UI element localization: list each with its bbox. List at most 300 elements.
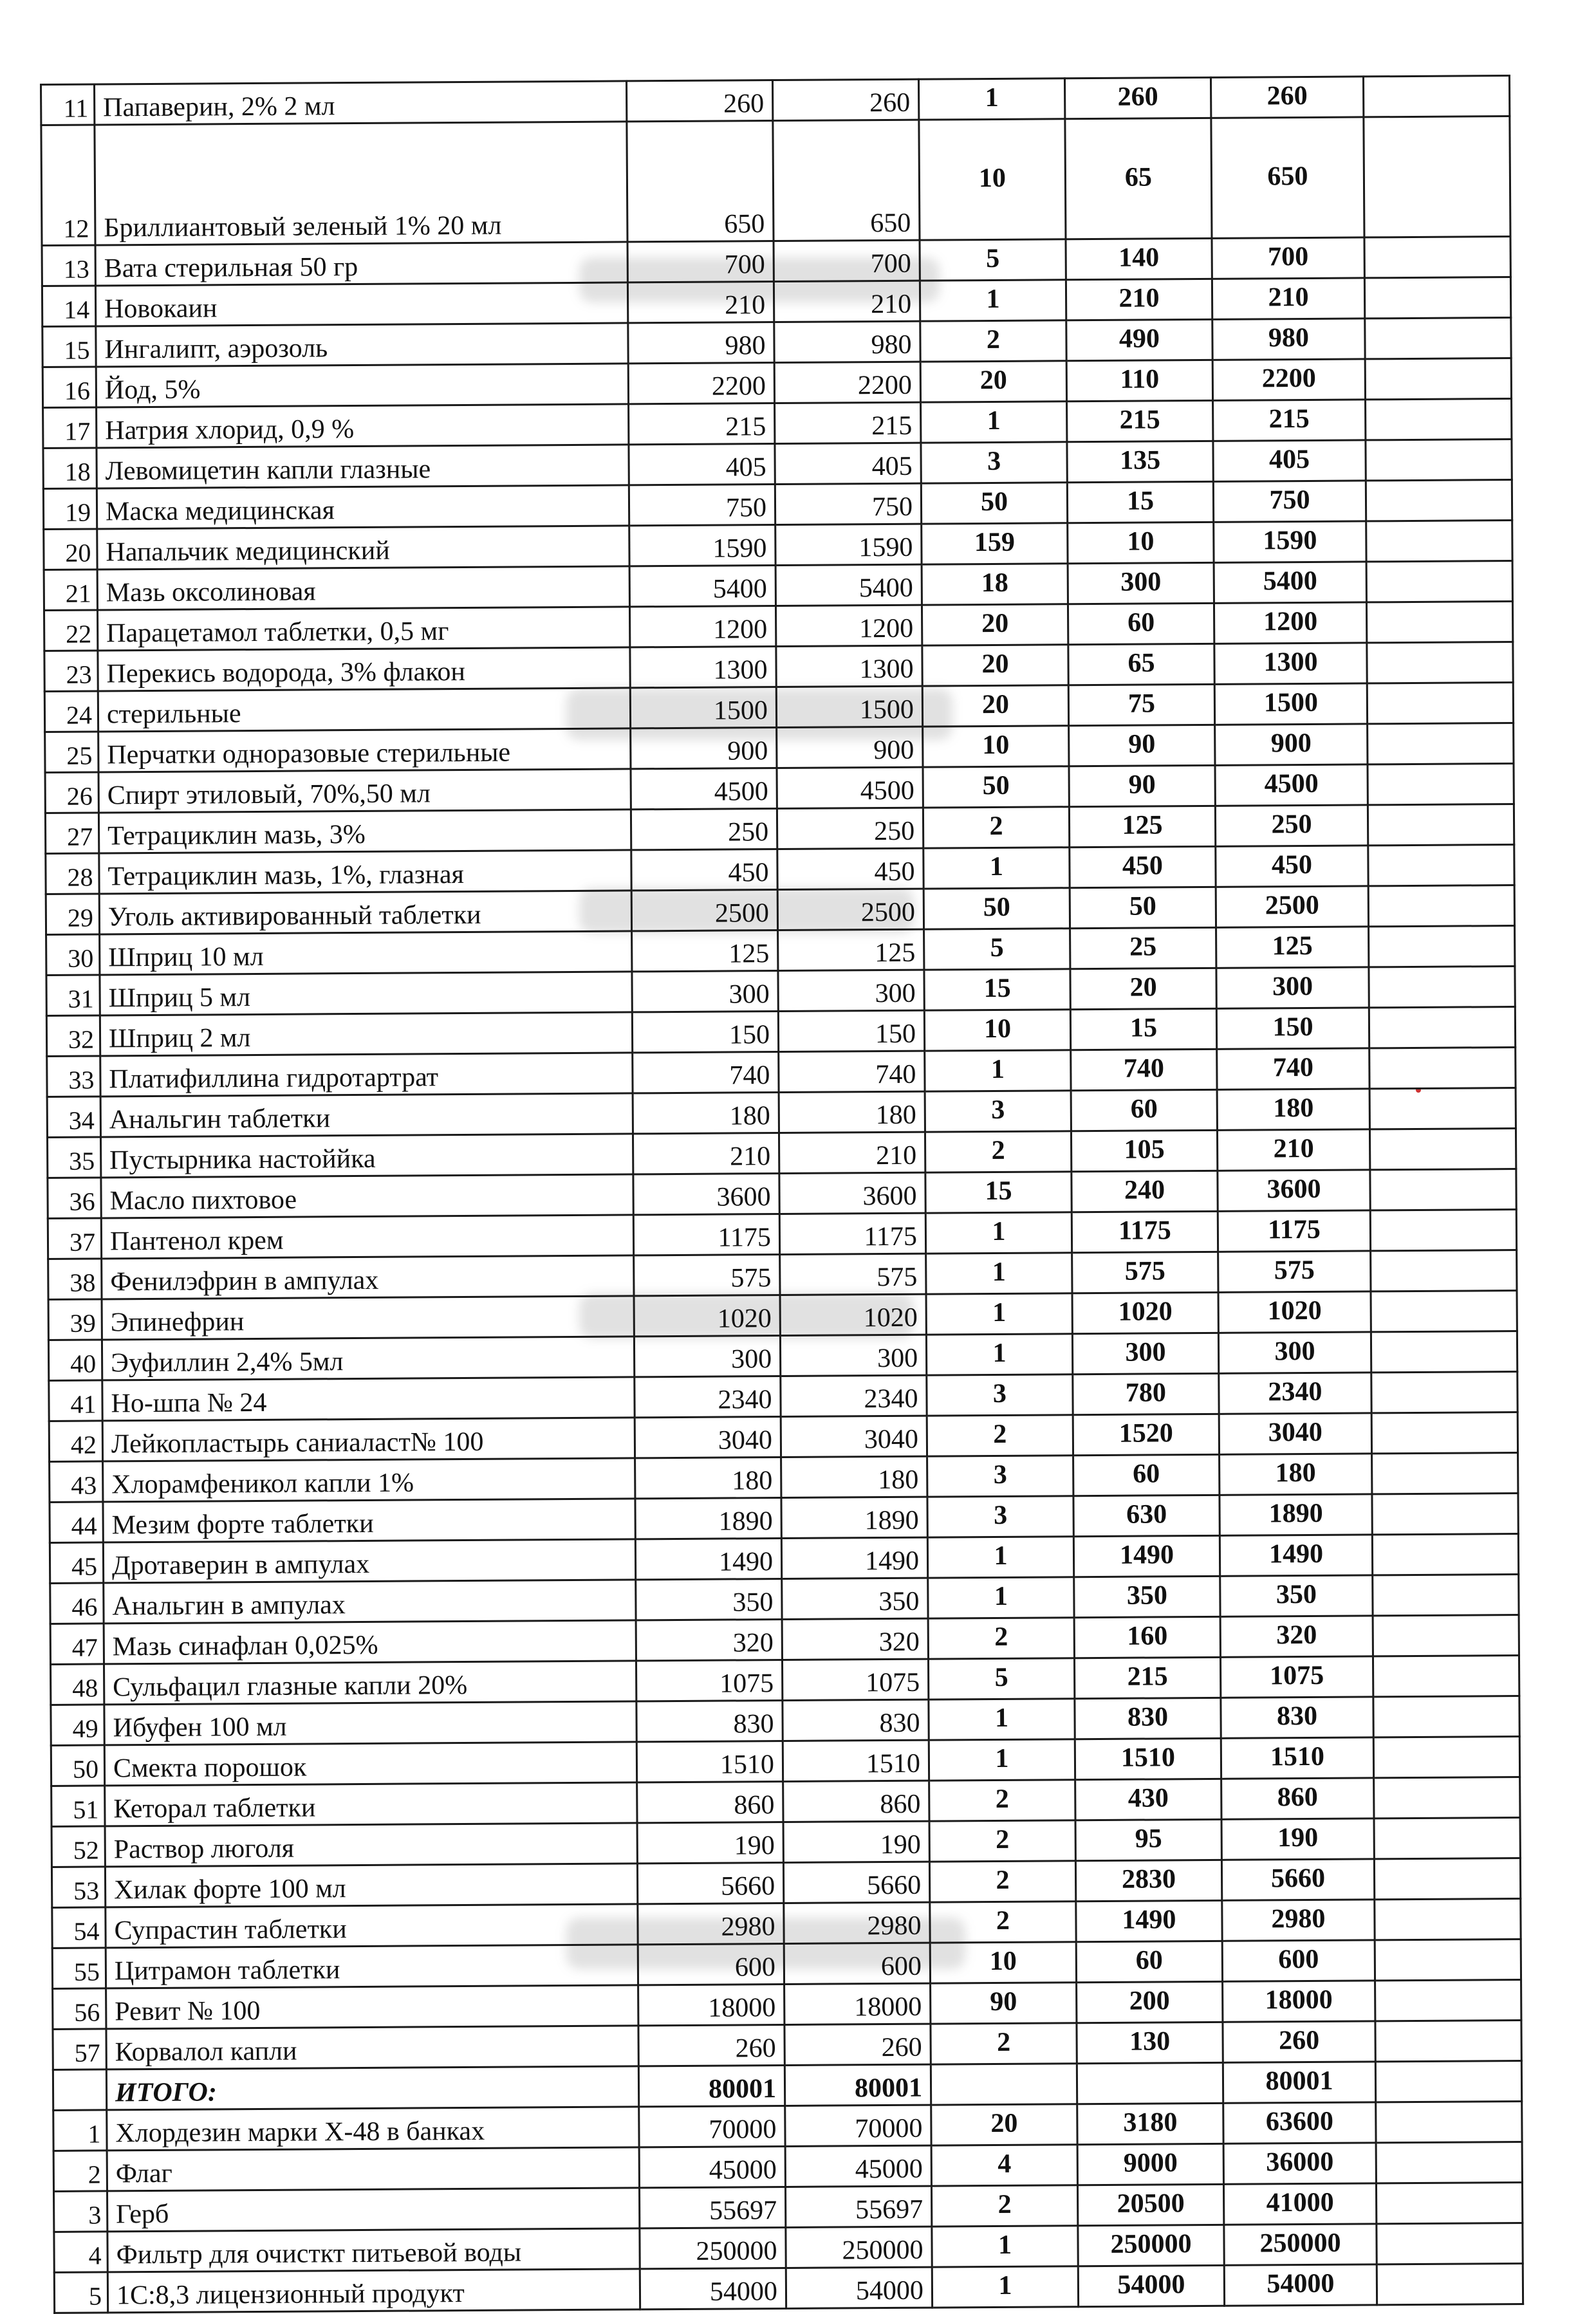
item-name: Эпинефрин — [102, 1296, 634, 1340]
price-cell: 125 — [632, 930, 778, 972]
item-name: Шприц 5 мл — [100, 972, 632, 1015]
cost-cell: 2340 — [781, 1375, 927, 1416]
empty-cell — [1365, 358, 1511, 400]
row-number: 41 — [49, 1380, 102, 1421]
row-number: 48 — [51, 1664, 104, 1705]
quantity-cell: 1 — [926, 1293, 1072, 1335]
item-name: Новокаин — [95, 282, 627, 326]
row-number: 26 — [45, 772, 98, 813]
row-number: 2 — [53, 2151, 107, 2192]
price-cell: 70000 — [639, 2106, 785, 2147]
sum-cell: 190 — [1221, 1819, 1374, 1860]
price-cell: 2500 — [631, 890, 777, 931]
unit-price-cell: 1175 — [1072, 1211, 1218, 1252]
cost-cell: 1175 — [779, 1213, 925, 1254]
cost-cell: 320 — [782, 1618, 928, 1660]
unit-price-cell: 65 — [1068, 643, 1214, 685]
row-number: 27 — [45, 813, 98, 854]
inventory-table — [40, 75, 1524, 2314]
row-number: 43 — [50, 1461, 103, 1503]
quantity-cell: 10 — [919, 119, 1066, 240]
unit-price-cell: 140 — [1066, 238, 1212, 279]
row-number: 52 — [51, 1826, 105, 1867]
price-cell: 80001 — [638, 2065, 784, 2106]
row-number: 21 — [44, 569, 97, 611]
sum-cell: 1590 — [1214, 521, 1366, 562]
empty-cell — [1373, 1656, 1519, 1697]
empty-cell — [1376, 2142, 1522, 2183]
empty-cell — [1363, 76, 1509, 117]
item-name: Смекта порошок — [104, 1742, 636, 1786]
price-cell: 1200 — [629, 606, 775, 647]
price-cell: 1510 — [636, 1741, 783, 1782]
item-name: 1С:8,3 лицензионный продукт — [107, 2269, 640, 2313]
row-number: 17 — [43, 407, 97, 449]
row-number: 15 — [42, 326, 96, 367]
price-cell: 650 — [627, 121, 774, 242]
item-name: Фенилэфрин в ампулах — [102, 1255, 634, 1299]
sum-cell: 740 — [1217, 1048, 1369, 1089]
cost-cell: 1500 — [776, 686, 922, 727]
unit-price-cell: 75 — [1068, 684, 1214, 725]
sum-cell: 350 — [1220, 1575, 1373, 1616]
cost-cell: 300 — [780, 1335, 926, 1376]
price-cell: 700 — [627, 241, 774, 282]
row-number: 57 — [53, 2029, 106, 2070]
sum-cell: 125 — [1216, 927, 1369, 968]
price-cell: 2340 — [635, 1376, 781, 1418]
row-number: 24 — [44, 691, 98, 732]
cost-cell: 450 — [777, 848, 923, 889]
price-cell: 250 — [631, 809, 777, 850]
unit-price-cell: 20500 — [1077, 2184, 1223, 2225]
unit-price-cell: 130 — [1077, 2022, 1223, 2063]
price-cell: 1890 — [635, 1498, 781, 1539]
unit-price-cell: 3180 — [1077, 2103, 1223, 2144]
cost-cell: 1490 — [781, 1537, 927, 1578]
empty-cell — [1364, 237, 1510, 278]
empty-cell — [1374, 1818, 1520, 1859]
unit-price-cell: 15 — [1070, 1008, 1216, 1050]
row-number: 42 — [49, 1421, 102, 1462]
quantity-cell: 10 — [930, 1942, 1076, 1983]
row-number: 53 — [51, 1867, 105, 1908]
cost-cell: 210 — [779, 1132, 925, 1173]
empty-cell — [1369, 967, 1515, 1008]
cost-cell: 125 — [778, 929, 924, 970]
empty-cell — [1371, 1372, 1517, 1413]
quantity-cell: 3 — [927, 1456, 1073, 1497]
quantity-cell: 50 — [921, 483, 1067, 524]
empty-cell — [1375, 1979, 1521, 2021]
cost-cell: 215 — [775, 402, 921, 443]
price-cell: 1590 — [629, 525, 775, 566]
sum-cell: 1490 — [1220, 1535, 1372, 1576]
item-name: Ревит № 100 — [106, 1985, 638, 2029]
quantity-cell: 1 — [926, 1334, 1072, 1375]
item-name: Перчатки одноразовые стерильные — [98, 728, 631, 772]
empty-cell — [1368, 845, 1514, 886]
price-cell: 5400 — [629, 566, 775, 607]
price-cell: 1175 — [633, 1214, 779, 1255]
sum-cell: 210 — [1212, 278, 1364, 319]
item-name: Маска медицинская — [97, 485, 629, 529]
cost-cell: 2980 — [784, 1902, 930, 1943]
price-cell: 405 — [629, 444, 775, 485]
quantity-cell: 159 — [922, 523, 1068, 564]
quantity-cell: 3 — [927, 1375, 1073, 1416]
row-number: 25 — [45, 732, 98, 773]
unit-price-cell: 490 — [1066, 319, 1212, 360]
item-name: Шприц 10 мл — [100, 931, 632, 975]
row-number: 11 — [41, 84, 95, 125]
cost-cell: 405 — [775, 443, 921, 484]
row-number: 18 — [43, 448, 97, 489]
row-number: 29 — [46, 894, 99, 935]
sum-cell: 900 — [1215, 724, 1368, 765]
row-number: 16 — [42, 367, 96, 408]
cost-cell: 3040 — [781, 1416, 927, 1457]
quantity-cell: 3 — [921, 442, 1067, 483]
price-cell: 55697 — [639, 2187, 785, 2228]
cost-cell: 180 — [781, 1456, 927, 1497]
unit-price-cell: 20 — [1070, 968, 1216, 1009]
sum-cell: 860 — [1221, 1778, 1374, 1819]
item-name: Эуфиллин 2,4% 5мл — [102, 1337, 634, 1380]
row-number: 36 — [48, 1178, 101, 1219]
unit-price-cell: 54000 — [1078, 2265, 1224, 2306]
cost-cell: 5400 — [775, 564, 922, 606]
cost-cell: 900 — [777, 727, 923, 768]
row-number: 47 — [50, 1624, 104, 1665]
cost-cell: 1590 — [775, 524, 922, 565]
row-number: 5 — [54, 2272, 107, 2313]
empty-cell — [1372, 1453, 1518, 1494]
item-name: Спирт этиловый, 70%,50 мл — [98, 769, 631, 813]
empty-cell — [1368, 764, 1514, 805]
cost-cell: 70000 — [785, 2105, 931, 2146]
unit-price-cell: 60 — [1068, 603, 1214, 644]
unit-price-cell: 60 — [1071, 1089, 1217, 1131]
price-cell: 3040 — [635, 1417, 781, 1458]
item-name: Анальгин в ампулах — [104, 1580, 636, 1624]
unit-price-cell: 60 — [1076, 1941, 1222, 1982]
sum-cell: 210 — [1217, 1129, 1369, 1171]
unit-price-cell: 65 — [1065, 118, 1212, 239]
item-name: Парацетамол таблетки, 0,5 мг — [97, 607, 629, 651]
item-name: Кеторал таблетки — [105, 1782, 637, 1826]
quantity-cell: 2 — [930, 1902, 1076, 1943]
unit-price-cell: 240 — [1072, 1171, 1218, 1212]
cost-cell: 4500 — [777, 767, 923, 808]
empty-cell — [1365, 318, 1511, 359]
cost-cell: 575 — [780, 1254, 926, 1295]
row-number: 20 — [44, 529, 97, 570]
unit-price-cell — [1077, 2062, 1223, 2104]
unit-price-cell: 630 — [1073, 1495, 1220, 1536]
quantity-cell: 5 — [928, 1658, 1074, 1699]
cost-cell: 350 — [782, 1578, 928, 1619]
cost-cell: 180 — [779, 1091, 925, 1133]
sum-cell: 750 — [1213, 481, 1366, 522]
quantity-cell: 10 — [923, 726, 1069, 767]
cost-cell: 190 — [783, 1821, 929, 1862]
sum-cell: 80001 — [1223, 2062, 1375, 2103]
quantity-cell: 1 — [927, 1537, 1073, 1578]
item-name: Раствор люголя — [105, 1823, 637, 1867]
unit-price-cell: 160 — [1074, 1616, 1220, 1658]
cost-cell: 250 — [777, 808, 923, 849]
sum-cell: 180 — [1217, 1089, 1369, 1130]
unit-price-cell: 1490 — [1076, 1900, 1222, 1941]
quantity-cell: 1 — [932, 2266, 1078, 2308]
table-row — [41, 116, 1510, 246]
price-cell: 1490 — [635, 1539, 781, 1580]
unit-price-cell: 575 — [1072, 1252, 1218, 1293]
unit-price-cell: 260 — [1064, 77, 1211, 118]
price-cell: 2200 — [628, 363, 774, 404]
quantity-cell: 2 — [927, 1415, 1073, 1456]
sum-cell: 18000 — [1223, 1981, 1375, 2022]
price-cell: 180 — [633, 1093, 779, 1134]
item-name: Хилак форте 100 мл — [105, 1864, 637, 1907]
sum-cell: 4500 — [1215, 764, 1368, 806]
item-name: Флаг — [107, 2147, 639, 2191]
quantity-cell: 2 — [925, 1131, 1071, 1172]
quantity-cell: 2 — [931, 2023, 1077, 2064]
sum-cell: 36000 — [1223, 2143, 1376, 2184]
quantity-cell: 15 — [924, 969, 1070, 1010]
price-cell: 18000 — [638, 1984, 784, 2025]
item-name: Ибуфен 100 мл — [104, 1701, 636, 1745]
item-name: Пустырника настоййка — [101, 1134, 633, 1178]
sum-cell: 41000 — [1223, 2183, 1376, 2225]
empty-cell — [1373, 1696, 1519, 1737]
price-cell: 260 — [626, 80, 772, 122]
price-cell: 300 — [634, 1336, 780, 1377]
unit-price-cell: 210 — [1066, 279, 1212, 320]
cost-cell: 150 — [778, 1010, 924, 1051]
unit-price-cell: 1490 — [1073, 1535, 1220, 1577]
cost-cell: 860 — [783, 1781, 929, 1822]
unit-price-cell: 125 — [1069, 806, 1215, 847]
price-cell: 180 — [635, 1458, 781, 1499]
item-name: Напальчик медицинский — [97, 526, 629, 569]
item-name: Сульфацил глазные капли 20% — [104, 1661, 636, 1705]
empty-cell — [1368, 804, 1514, 846]
sum-cell: 450 — [1216, 846, 1368, 887]
empty-cell — [1375, 1898, 1521, 1939]
item-name: Хлордезин марки Х-48 в банках — [107, 2107, 639, 2151]
item-name: Но-шпа № 24 — [102, 1377, 635, 1421]
empty-cell — [1366, 561, 1512, 602]
sum-cell: 5660 — [1221, 1859, 1374, 1900]
price-cell: 575 — [634, 1255, 780, 1296]
quantity-cell: 1 — [925, 1212, 1072, 1254]
quantity-cell: 2 — [923, 807, 1069, 848]
row-number: 55 — [52, 1948, 106, 1989]
sum-cell: 1510 — [1221, 1737, 1373, 1779]
empty-cell — [1376, 2101, 1522, 2142]
cost-cell: 650 — [773, 120, 920, 241]
item-name: Левомицетин капли глазные — [97, 445, 629, 488]
quantity-cell: 2 — [928, 1618, 1074, 1659]
row-number: 37 — [48, 1218, 101, 1259]
unit-price-cell: 25 — [1070, 927, 1216, 968]
item-name: Мазь синафлан 0,025% — [104, 1620, 636, 1664]
quantity-cell: 15 — [925, 1172, 1072, 1213]
item-name: Лейкопластырь саниаласт№ 100 — [102, 1418, 635, 1461]
unit-price-cell: 300 — [1072, 1333, 1218, 1374]
row-number: 3 — [54, 2191, 107, 2232]
item-name: Корвалол капли — [106, 2026, 638, 2069]
row-number: 14 — [42, 286, 95, 327]
item-name: Мезим форте таблетки — [103, 1499, 635, 1542]
item-name: Бриллиантовый зеленый 1% 20 мл — [95, 122, 627, 245]
quantity-cell: 1 — [929, 1699, 1075, 1740]
sum-cell: 150 — [1216, 1008, 1369, 1049]
unit-price-cell: 10 — [1068, 522, 1214, 563]
sum-cell: 5400 — [1214, 562, 1366, 603]
quantity-cell: 1 — [929, 1739, 1075, 1781]
unit-price-cell: 200 — [1077, 1981, 1223, 2022]
row-number: 34 — [47, 1097, 100, 1138]
price-cell: 750 — [629, 485, 775, 526]
sum-cell: 1200 — [1214, 602, 1366, 643]
price-cell: 740 — [633, 1052, 779, 1093]
sum-cell: 980 — [1212, 319, 1365, 360]
quantity-cell: 5 — [920, 239, 1066, 281]
quantity-cell: 2 — [931, 2185, 1077, 2226]
price-cell: 600 — [638, 1943, 784, 1985]
row-number: 22 — [44, 610, 97, 651]
unit-price-cell: 50 — [1070, 887, 1216, 928]
unit-price-cell: 2830 — [1075, 1860, 1221, 1901]
quantity-cell: 1 — [928, 1577, 1074, 1618]
empty-cell — [1366, 521, 1512, 562]
cost-cell: 55697 — [785, 2186, 931, 2227]
sum-cell: 2500 — [1216, 886, 1368, 927]
unit-price-cell: 110 — [1066, 360, 1212, 401]
item-name: Папаверин, 2% 2 мл — [95, 81, 627, 125]
row-number: 28 — [46, 853, 99, 894]
sum-cell: 1500 — [1214, 683, 1367, 725]
item-name: Анальгин таблетки — [100, 1093, 633, 1137]
empty-cell — [1369, 1007, 1515, 1048]
unit-price-cell: 740 — [1071, 1049, 1217, 1090]
price-cell: 900 — [631, 728, 777, 769]
unit-price-cell: 300 — [1068, 562, 1214, 604]
row-number: 19 — [43, 488, 97, 530]
quantity-cell: 18 — [922, 564, 1068, 605]
price-cell: 45000 — [639, 2146, 785, 2187]
item-name: Вата стерильная 50 гр — [95, 242, 627, 286]
empty-cell — [1367, 642, 1513, 683]
unit-price-cell: 430 — [1075, 1779, 1221, 1820]
empty-cell — [1376, 2182, 1522, 2223]
row-number: 39 — [48, 1299, 102, 1340]
empty-cell — [1377, 2223, 1523, 2264]
sum-cell: 1175 — [1218, 1210, 1370, 1252]
sum-cell: 215 — [1213, 400, 1366, 441]
cost-cell: 250000 — [786, 2226, 932, 2268]
item-name: Тетрациклин мазь, 3% — [98, 810, 631, 853]
item-name: Натрия хлорид, 0,9 % — [97, 404, 629, 448]
item-name: Пантенол крем — [101, 1215, 633, 1259]
unit-price-cell: 9000 — [1077, 2143, 1223, 2185]
cost-cell: 260 — [772, 79, 918, 120]
empty-cell — [1375, 1939, 1521, 1980]
row-number: 38 — [48, 1259, 102, 1300]
item-name: Йод, 5% — [96, 364, 628, 407]
quantity-cell: 5 — [924, 929, 1070, 970]
unit-price-cell: 60 — [1073, 1454, 1220, 1495]
cost-cell: 260 — [784, 2024, 931, 2065]
row-number: 33 — [47, 1056, 100, 1097]
item-name: Шприц 2 мл — [100, 1012, 632, 1056]
unit-price-cell: 830 — [1075, 1698, 1221, 1739]
price-cell: 250000 — [640, 2227, 786, 2268]
unit-price-cell: 780 — [1073, 1373, 1219, 1414]
item-name: ИТОГО: — [106, 2066, 638, 2110]
row-number: 45 — [50, 1542, 103, 1584]
price-cell: 350 — [636, 1579, 782, 1620]
cost-cell: 210 — [774, 281, 920, 322]
empty-cell — [1366, 399, 1512, 440]
quantity-cell: 4 — [931, 2145, 1077, 2186]
row-number: 31 — [46, 975, 100, 1016]
price-cell: 300 — [632, 971, 778, 1012]
item-name: Цитрамон таблетки — [106, 1945, 638, 1988]
item-name: стерильные — [98, 688, 630, 732]
cost-cell: 1075 — [782, 1659, 928, 1700]
row-number: 51 — [51, 1786, 105, 1827]
empty-cell — [1374, 1858, 1520, 1899]
sum-cell: 700 — [1212, 237, 1364, 279]
empty-cell — [1373, 1615, 1519, 1656]
row-number: 30 — [46, 934, 100, 976]
item-name: Герб — [107, 2188, 640, 2232]
empty-cell — [1364, 277, 1510, 319]
sum-cell: 2200 — [1212, 359, 1365, 400]
sum-cell: 2340 — [1219, 1373, 1371, 1414]
empty-cell — [1366, 602, 1512, 643]
quantity-cell — [931, 2064, 1077, 2105]
price-cell: 150 — [632, 1012, 778, 1053]
price-cell: 4500 — [631, 768, 777, 810]
row-number: 13 — [42, 245, 95, 286]
empty-cell — [1372, 1494, 1518, 1535]
quantity-cell: 20 — [931, 2104, 1077, 2145]
price-cell: 450 — [631, 849, 777, 891]
unit-price-cell: 90 — [1069, 765, 1215, 806]
quantity-cell: 1 — [918, 79, 1064, 120]
quantity-cell: 3 — [927, 1496, 1073, 1537]
cost-cell: 1890 — [781, 1497, 927, 1538]
price-cell: 215 — [629, 403, 775, 445]
quantity-cell: 20 — [922, 604, 1068, 645]
unit-price-cell: 95 — [1075, 1819, 1221, 1860]
row-number: 40 — [48, 1340, 102, 1381]
quantity-cell: 2 — [929, 1780, 1075, 1821]
unit-price-cell: 1520 — [1073, 1414, 1219, 1455]
quantity-cell: 3 — [925, 1091, 1071, 1132]
quantity-cell: 50 — [923, 888, 1070, 929]
row-number: 49 — [51, 1705, 104, 1746]
sum-cell: 300 — [1218, 1332, 1371, 1373]
unit-price-cell: 215 — [1067, 400, 1213, 441]
sum-cell: 600 — [1222, 1940, 1375, 1981]
